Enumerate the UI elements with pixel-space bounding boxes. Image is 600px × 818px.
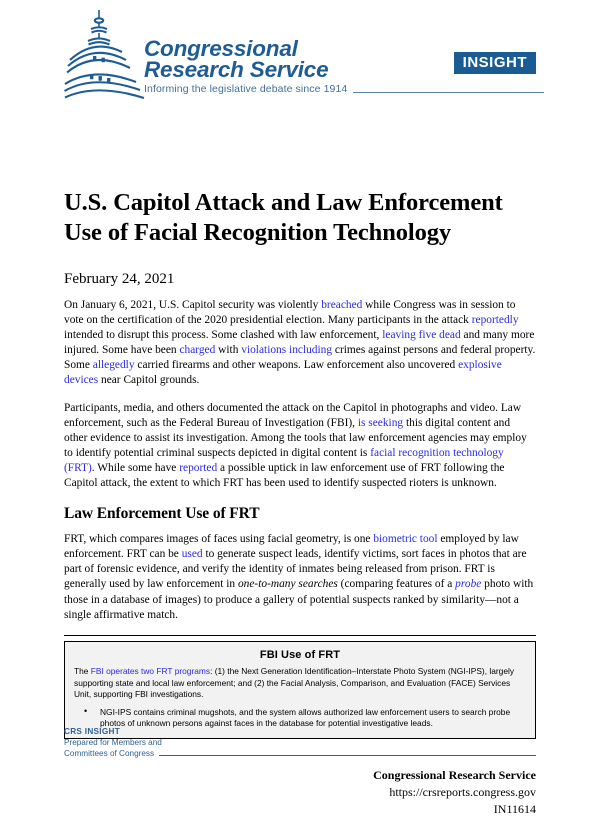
p3-text-2: employed by law enforcement. FRT can be xyxy=(64,533,519,561)
link-fbi-operates-two-frt-programs[interactable]: FBI operates two FRT programs xyxy=(90,666,211,677)
p1-text-2: while Congress was in session to vote on the certification of the 2020 presidential election. Many participants in the attack xyxy=(64,299,516,327)
link-reported[interactable]: reported xyxy=(179,461,218,474)
footer-report-id: IN11614 xyxy=(493,802,536,817)
footer-organization: Congressional Research Service xyxy=(373,768,536,783)
brand-line-2: Research Service xyxy=(144,57,329,82)
paragraph-2 xyxy=(64,401,536,492)
link-used[interactable]: used xyxy=(181,548,203,561)
crs-insight-label: CRS INSIGHT xyxy=(64,727,121,736)
list-item: • NGI-IPS contains criminal mugshots, and the system allows authorized law enforcement users to search probe photos of unknown persons against faces in the database for potential investigative leads. xyxy=(100,707,526,730)
section-divider xyxy=(64,635,536,637)
link-biometric-tool[interactable]: biometric tool xyxy=(373,533,438,546)
tagline-row xyxy=(144,83,544,95)
crs-insight-footer-block xyxy=(64,726,536,759)
p2-text-1: Participants, media, and others documented the attack on the Capitol in photographs and video. Law enforcement, such as the Federal Bureau of Investigation (FBI), xyxy=(64,401,522,429)
p1-text-5: with xyxy=(215,344,242,357)
fbi-text-2: : (1) the Next Generation Identification–Interstate Photo System (NGI-IPS), largely supporting state and local law enforcement; and (2) the Facial Analysis, Comparison, and Evaluation (FACE) Services Unit, supporting FBI investigations. xyxy=(74,666,515,700)
prepared-for-line-2-row xyxy=(64,748,536,759)
p2-text-2: this digital content and other evidence to assist its investigation. Among the tools that law enforcement agencies may employ to identify potential criminal suspects depicted in digital content is xyxy=(64,416,527,459)
document-footer xyxy=(64,767,536,818)
tagline-rule xyxy=(353,92,544,93)
p1-text-4: and many more injured. Some have been xyxy=(64,329,535,357)
link-facial-recognition-technology[interactable]: facial recognition technology (FRT) xyxy=(64,446,504,474)
p2-text-3: . While some have xyxy=(91,461,180,474)
brand-line-1: Congressional xyxy=(144,36,298,61)
link-breached[interactable]: breached xyxy=(321,299,363,311)
insight-badge: INSIGHT xyxy=(454,52,536,74)
prepared-for-line-1: Prepared for Members and xyxy=(64,738,162,747)
p1-text-3: intended to disrupt this process. Some clashed with law enforcement, xyxy=(64,329,383,342)
p2-text-4: a possible uptick in law enforcement use of FRT following the Capitol attack, the extent to which FRT has been used to identify suspected rioters is unknown. xyxy=(64,461,505,490)
prepared-for-line-2: Committees of Congress xyxy=(64,749,155,758)
p1-text-1: On January 6, 2021, U.S. Capitol security was violently xyxy=(64,299,322,311)
masthead xyxy=(64,0,536,152)
link-allegedly[interactable]: allegedly xyxy=(92,359,135,372)
footer-rule xyxy=(159,755,536,756)
p3-text-3: to generate suspect leads, identify victims, sort faces in photos that are part of forensic evidence, and verify the identity of inmates being released from prison. FRT is generally used by law enforcement in xyxy=(64,548,527,591)
link-reportedly[interactable]: reportedly xyxy=(471,314,519,327)
paragraph-1 xyxy=(64,298,536,389)
page-title: U.S. Capitol Attack and Law Enforcement Use of Facial Recognition Technology xyxy=(64,189,503,246)
fbi-text-1: The xyxy=(74,666,91,677)
link-explosive-devices[interactable]: explosive devices xyxy=(64,359,502,387)
fbi-box-paragraph xyxy=(74,666,526,700)
p3-text-4: (comparing features of a xyxy=(337,578,456,591)
fbi-box-title: FBI Use of FRT xyxy=(259,649,341,662)
p3-text-1: FRT, which compares images of faces using facial geometry, is one xyxy=(64,533,374,546)
section-heading-law-enforcement-use-of-frt: Law Enforcement Use of FRT xyxy=(64,505,260,523)
tagline-text: Informing the legislative debate since 1914 xyxy=(144,83,348,95)
link-probe[interactable]: probe xyxy=(455,578,482,591)
paragraph-3 xyxy=(64,532,536,623)
publication-date: February 24, 2021 xyxy=(64,271,175,287)
fbi-use-of-frt-callout-box xyxy=(64,641,536,739)
link-violations-including[interactable]: violations including xyxy=(241,344,333,357)
p1-text-8: near Capitol grounds. xyxy=(98,374,200,387)
link-is-seeking[interactable]: is seeking xyxy=(357,416,404,429)
crs-brand-name xyxy=(144,38,328,80)
link-charged[interactable]: charged xyxy=(179,344,216,357)
link-leaving-five-dead[interactable]: leaving five dead xyxy=(382,329,461,342)
emphasis-one-to-many-searches: one-to-many searches xyxy=(237,578,338,591)
p1-text-6: crimes against persons and federal property. Some xyxy=(64,344,536,372)
p1-text-7: carried firearms and other weapons. Law enforcement also uncovered xyxy=(134,359,459,372)
footer-url[interactable]: https://crsreports.congress.gov xyxy=(389,785,536,800)
p3-text-5: photo with those in a database of images) to produce a gallery of potential suspects ranked by similarity—not a single affirmative match. xyxy=(64,578,534,621)
